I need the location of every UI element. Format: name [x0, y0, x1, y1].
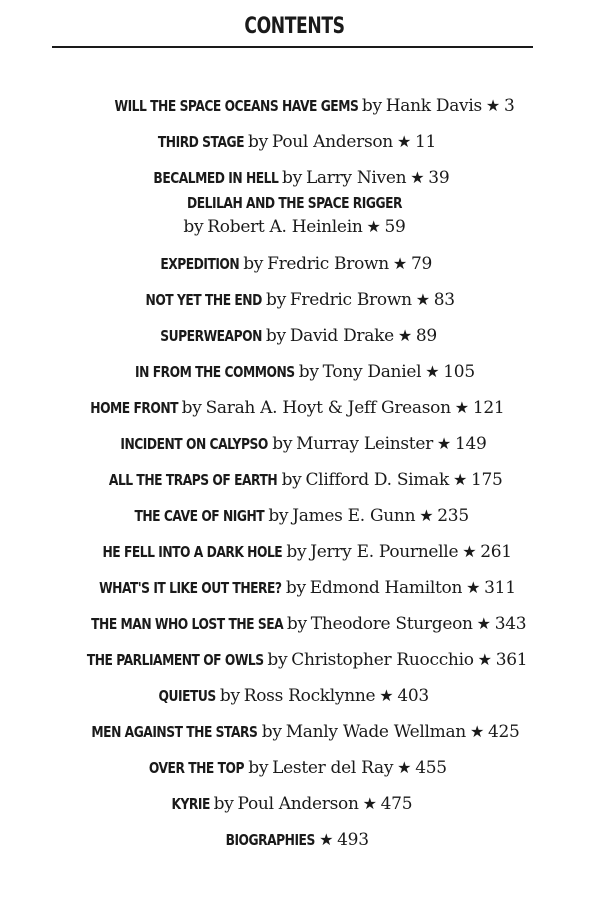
entry-author: Edmond Hamilton: [309, 578, 463, 598]
entry-page-number: 493: [337, 830, 369, 850]
toc-entry[interactable]: [0, 750, 589, 786]
star-icon: ★: [366, 217, 381, 236]
entry-title: IN FROM THE COMMONS: [135, 363, 295, 381]
entry-page-number: 425: [487, 722, 520, 742]
toc-entry[interactable]: [0, 426, 589, 462]
entry-author: Larry Niven: [305, 168, 407, 188]
by-word: by: [243, 254, 264, 274]
toc-entry[interactable]: [0, 462, 589, 498]
star-icon: ★: [415, 290, 430, 309]
entry-page-number: 89: [415, 326, 437, 346]
entry-title: HOME FRONT: [89, 399, 178, 417]
entry-author: Ross Rocklynne: [243, 686, 376, 706]
by-word: by: [213, 794, 234, 814]
by-word: by: [267, 650, 288, 670]
entry-title: WILL THE SPACE OCEANS HAVE GEMS: [114, 97, 358, 115]
toc-entry[interactable]: [0, 390, 589, 426]
toc-entry[interactable]: [0, 354, 589, 390]
toc-entry[interactable]: [0, 88, 589, 124]
by-word: by: [286, 614, 307, 634]
entry-title: SUPERWEAPON: [160, 327, 262, 345]
entry-title: THIRD STAGE: [157, 133, 244, 151]
star-icon: ★: [397, 326, 412, 345]
by-word: by: [219, 686, 240, 706]
by-word: by: [248, 758, 269, 778]
star-icon: ★: [410, 168, 425, 187]
by-word: by: [298, 362, 319, 382]
toc-entry[interactable]: [0, 246, 589, 282]
entry-page-number: 475: [380, 794, 413, 814]
star-icon: ★: [452, 470, 467, 489]
by-word: by: [261, 722, 282, 742]
entry-author: Theodore Sturgeon: [310, 614, 473, 634]
entry-page-number: 59: [384, 217, 406, 237]
star-icon: ★: [379, 686, 394, 705]
entry-author: Lester del Ray: [272, 758, 394, 778]
star-icon: ★: [436, 434, 451, 453]
toc-entry[interactable]: [0, 534, 589, 570]
toc-entry[interactable]: [0, 282, 589, 318]
star-icon: ★: [462, 542, 477, 561]
toc-entry[interactable]: [0, 642, 589, 678]
entry-author: Fredric Brown: [289, 290, 412, 310]
star-icon: ★: [425, 362, 440, 381]
toc-entry[interactable]: [0, 606, 589, 642]
toc-entry[interactable]: [0, 160, 589, 196]
entry-title: WHAT'S IT LIKE OUT THERE?: [99, 579, 282, 597]
star-icon: ★: [477, 650, 492, 669]
toc-entry[interactable]: [0, 124, 589, 160]
toc-entry[interactable]: [0, 678, 589, 714]
toc-entry[interactable]: [0, 822, 589, 858]
entry-page-number: 455: [415, 758, 447, 778]
entry-page-number: 403: [397, 686, 429, 706]
star-icon: ★: [476, 614, 491, 633]
star-icon: ★: [362, 794, 377, 813]
entry-author: Jerry E. Pournelle: [310, 542, 459, 562]
entry-page-number: 121: [472, 398, 505, 418]
entry-title: MEN AGAINST THE STARS: [91, 723, 258, 741]
entry-page-number: 11: [415, 132, 437, 152]
star-icon: ★: [469, 722, 484, 741]
entry-page-number: 3: [503, 96, 515, 116]
entry-page-number: 105: [443, 362, 475, 382]
entry-page-number: 235: [437, 506, 469, 526]
table-of-contents: [0, 88, 589, 858]
entry-author: Poul Anderson: [237, 794, 359, 814]
entry-author: Tony Daniel: [322, 362, 422, 382]
star-icon: ★: [454, 398, 469, 417]
entry-title: THE CAVE OF NIGHT: [134, 507, 265, 525]
star-icon: ★: [397, 758, 412, 777]
toc-entry[interactable]: [0, 570, 589, 606]
entry-page-number: 343: [494, 614, 527, 634]
entry-title: THE MAN WHO LOST THE SEA: [90, 615, 283, 633]
entry-title: BECALMED IN HELL: [153, 169, 279, 187]
by-word: by: [181, 398, 202, 418]
entry-page-number: 361: [495, 650, 528, 670]
entry-title: THE PARLIAMENT OF OWLS: [86, 651, 264, 669]
entry-author: David Drake: [289, 326, 394, 346]
entry-title: EXPEDITION: [160, 255, 240, 273]
entry-author: Sarah A. Hoyt & Jeff Greason: [205, 398, 451, 418]
entry-page-number: 261: [480, 542, 512, 562]
toc-entry[interactable]: [0, 786, 589, 822]
by-word: by: [281, 470, 302, 490]
entry-author: Manly Wade Wellman: [285, 722, 466, 742]
star-icon: ★: [396, 132, 411, 151]
entry-page-number: 79: [410, 254, 432, 274]
entry-page-number: 311: [484, 578, 516, 598]
toc-entry[interactable]: [0, 318, 589, 354]
entry-author: Fredric Brown: [267, 254, 389, 274]
entry-page-number: 83: [433, 290, 455, 310]
entry-author: Clifford D. Simak: [305, 470, 449, 490]
by-word: by: [183, 217, 204, 237]
star-icon: ★: [466, 578, 481, 597]
entry-page-number: 175: [471, 470, 503, 490]
entry-page-number: 39: [428, 168, 450, 188]
entry-author: James E. Gunn: [292, 506, 416, 526]
entry-title: ALL THE TRAPS OF EARTH: [109, 471, 278, 489]
by-word: by: [285, 578, 306, 598]
entry-author: Poul Anderson: [271, 132, 393, 152]
star-icon: ★: [419, 506, 434, 525]
toc-entry[interactable]: [0, 714, 589, 750]
entry-author: Robert A. Heinlein: [207, 217, 363, 237]
by-word: by: [286, 542, 307, 562]
by-word: by: [247, 132, 268, 152]
by-word: by: [266, 290, 286, 310]
entry-title: NOT YET THE END: [145, 291, 263, 309]
entry-title: OVER THE TOP: [149, 759, 245, 777]
star-icon: ★: [392, 254, 407, 273]
heading-rule: [52, 46, 533, 48]
by-word: by: [272, 434, 293, 454]
toc-entry[interactable]: [0, 192, 589, 242]
entry-author: Murray Leinster: [296, 434, 433, 454]
entry-author: Christopher Ruocchio: [291, 650, 474, 670]
page-title: CONTENTS: [244, 14, 345, 39]
toc-entry[interactable]: [0, 498, 589, 534]
entry-title: BIOGRAPHIES: [225, 831, 316, 849]
entry-page-number: 149: [454, 434, 487, 454]
entry-title: INCIDENT ON CALYPSO: [120, 435, 269, 453]
by-word: by: [268, 506, 289, 526]
entry-title: DELILAH AND THE SPACE RIGGER: [187, 194, 402, 212]
entry-title: HE FELL INTO A DARK HOLE: [102, 543, 283, 561]
entry-author: Hank Davis: [385, 96, 482, 116]
by-word: by: [361, 96, 382, 116]
by-word: by: [282, 168, 302, 188]
star-icon: ★: [485, 96, 500, 115]
entry-title: QUIETUS: [158, 687, 216, 705]
star-icon: ★: [319, 830, 334, 849]
entry-title: KYRIE: [171, 795, 210, 813]
by-word: by: [265, 326, 286, 346]
